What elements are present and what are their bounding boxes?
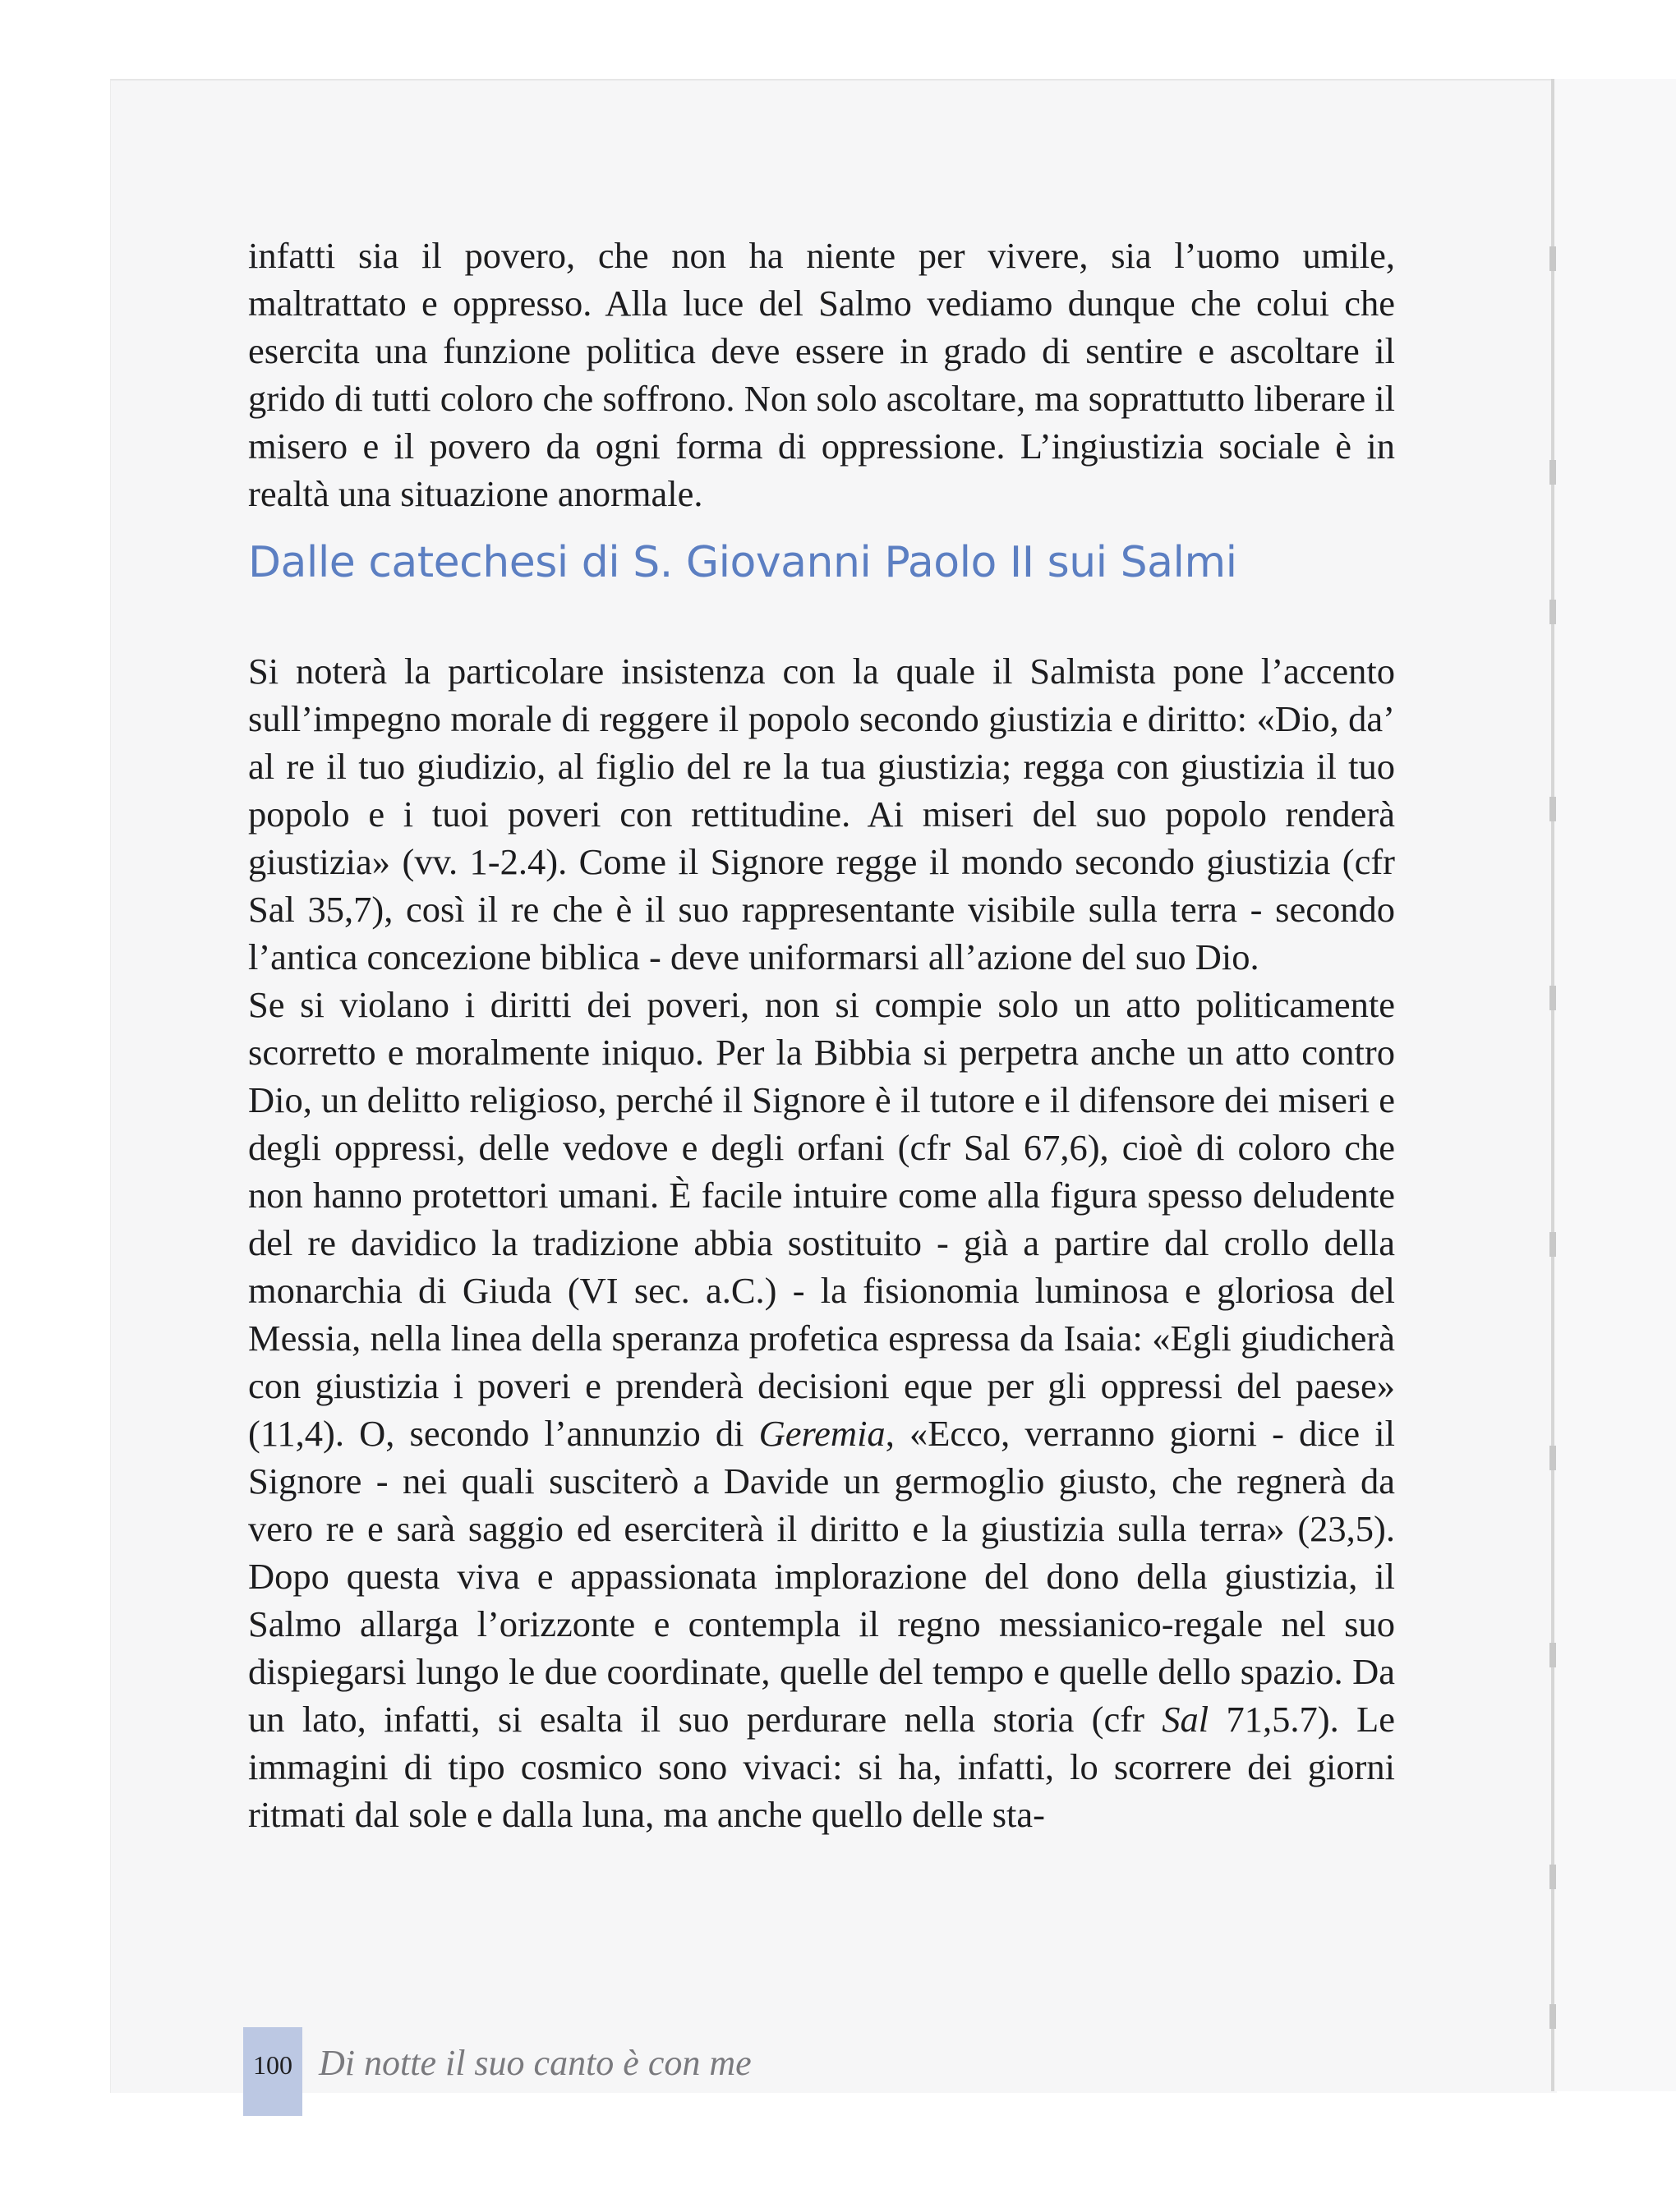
paragraph-2 [248, 981, 1395, 1838]
paragraph-2-text-a: Se si violano i diritti dei poveri, non si compie solo un atto politicamente scorretto e moralmente iniquo. Per la Bibbia si perpetra anche un atto contro Dio, un delitto religioso, perché il Signore è il tutore e il difensore dei miseri e degli oppressi, delle vedove e degli orfani (cfr Sal 67,6), cioè di coloro che non hanno protettori umani. È facile intuire come alla figura spesso deludente del re davidico la tradizione abbia sostituito - già a partire dal crollo della monarchia di Giuda (VI sec. a.C.) - la fisionomia luminosa e gloriosa del Messia, nella linea della speranza profetica espressa da Isaia: «Egli giudicherà con giustizia i poveri e prenderà decisioni eque per gli oppressi del paese» (11,4). O, secondo l’annunzio di [248, 984, 1395, 1454]
binding-stitch [1549, 797, 1556, 821]
running-footer-title: Di notte il suo canto è con me [319, 2043, 752, 2083]
binding-stitch [1549, 1446, 1556, 1470]
paragraph-1: Si noterà la particolare insistenza con la quale il Salmista pone l’accento sull’impegno morale di reggere il popolo secondo giustizia e diritto: «Dio, da’ al re il tuo giudizio, al figlio del re la tua giustizia; regga con giustizia il tuo popolo e i tuoi poveri con rettitudine. Ai miseri del suo popolo renderà giustizia» (vv. 1-2.4). Come il Signore regge il mondo secondo giustizia (cfr Sal 35,7), così il re che è il suo rappresentante visibile sulla terra - secondo l’antica concezione biblica - deve uniformarsi all’azione del suo Dio. [248, 651, 1395, 977]
intro-paragraph: infatti sia il povero, che non ha niente per vivere, sia l’uomo umile, maltrattato e oppresso. Alla luce del Salmo vediamo dunque che colui che esercita una funzione politica deve essere in grado di sentire e ascoltare il grido di tutti coloro che soffrono. Non solo ascoltare, ma soprattutto liberare il misero e il povero da ogni forma di oppressione. L’ingiustizia sociale è in realtà una situazione anormale. [248, 235, 1395, 514]
italic-geremia: Geremia [758, 1413, 886, 1454]
adjacent-page [1554, 79, 1676, 2091]
binding-stitch [1549, 1232, 1556, 1257]
section-heading: Dalle catechesi di S. Giovanni Paolo II sui Salmi [248, 538, 1237, 587]
paragraph-2-text-b: , «Ecco, verranno giorni - dice il Signore - nei quali susciterò a Davide un germoglio giusto, che regnerà da vero re e sarà saggio ed eserciterà il diritto e la giustizia sulla terra» (23,5). Dopo questa viva e appassionata implorazione del dono della giustizia, il Salmo allarga l’orizzonte e contempla il regno messianico-regale nel suo dispiegarsi lungo le due coordinate, quelle del tempo e quelle dello spazio. Da un lato, infatti, si esalta il suo perdurare nella storia (cfr [248, 1413, 1395, 1740]
binding-stitch [1549, 600, 1556, 624]
binding-stitch [1549, 246, 1556, 271]
binding-stitch [1549, 986, 1556, 1010]
page-number: 100 [253, 2050, 292, 2080]
paragraph-2-text-c: 71,5.7). Le immagini di tipo cosmico sono vivaci: si ha, infatti, lo scorrere dei giorni ritmati dal sole e dalla luna, ma anche quello delle sta- [248, 1699, 1395, 1835]
page-body [248, 232, 1395, 1838]
italic-sal: Sal [1162, 1699, 1209, 1740]
binding-stitch [1549, 1865, 1556, 1889]
binding-stitch [1549, 2004, 1556, 2029]
binding-stitch [1549, 460, 1556, 485]
binding-stitch [1549, 1643, 1556, 1667]
